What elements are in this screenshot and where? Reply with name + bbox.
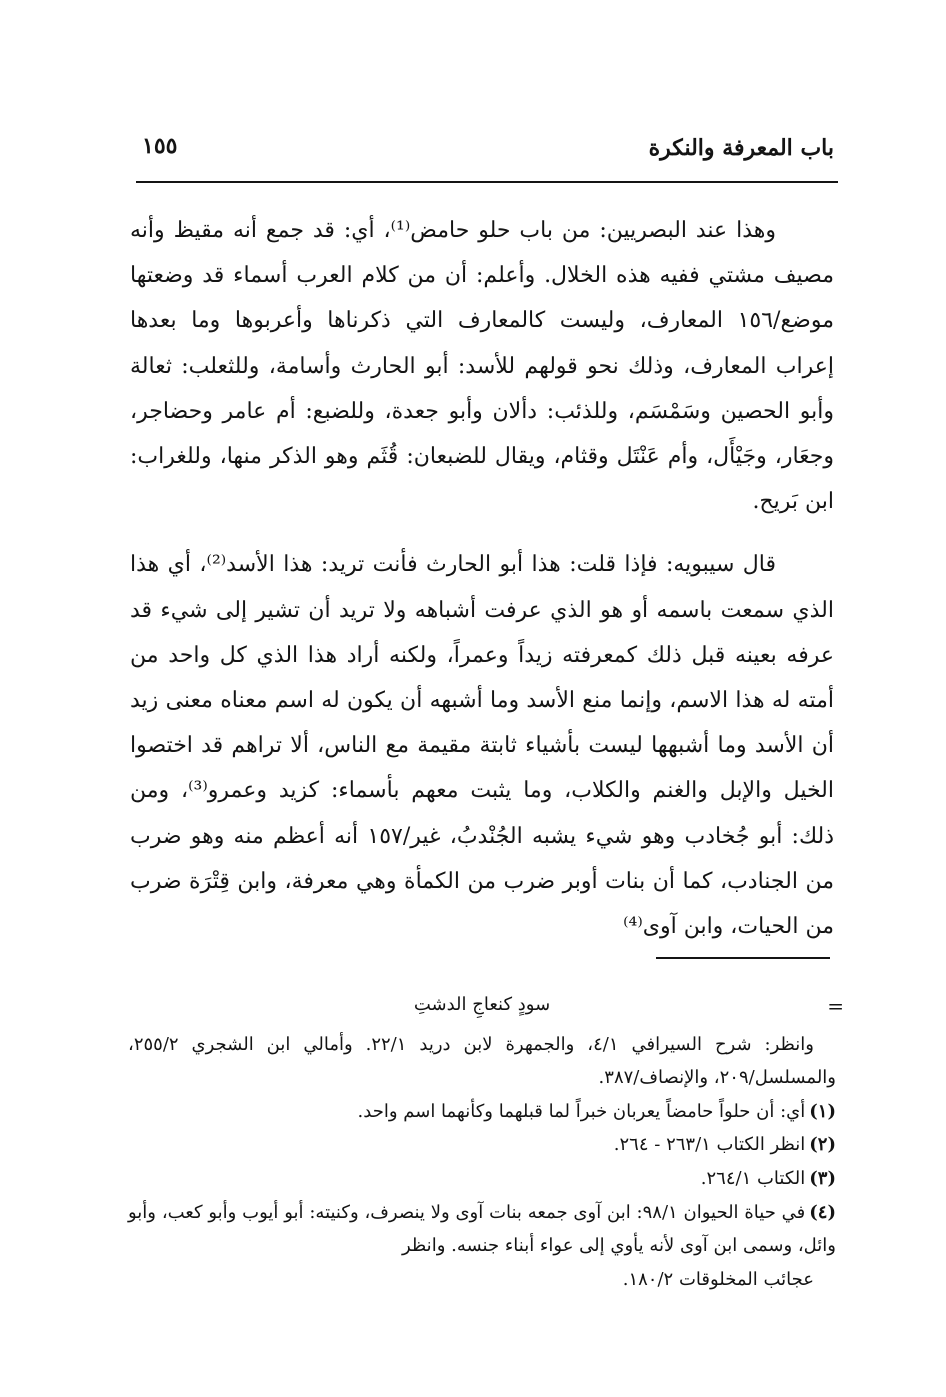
footnote-1 bbox=[128, 1095, 836, 1129]
footnote-rule bbox=[656, 957, 830, 959]
chapter-title: باب المعرفة والنكرة bbox=[648, 135, 834, 161]
main-text bbox=[130, 208, 834, 949]
verse-line bbox=[128, 988, 844, 1022]
paragraph-2: قال سيبويه: فإذا قلت: هذا أبو الحارث فأنت تريد: هذا الأسد⁽²⁾، أي هذا الذي سمعت باسمه أو هو الذي عرفت أشباهه ولا تريد أن تشير إلى شيء قد عرفه بعينه قبل ذلك كمعرفته زيداً وعمراً، ولكنه أراد هذا الذي كل واحد من أمته له هذا الاسم، وإنما منع الأسد وما أشبهه أن يكون له اسم معناه معنى زيد أن الأسد وما أشبهها ليست بأشياء ثابتة مقيمة مع الناس، ألا تراهم قد اختصوا الخيل والإبل والغنم والكلاب، وما يثبت معهم بأسماء: كزيد وعمرو⁽³⁾، ومن ذلك: أبو جُخادب وهو شيء يشبه الجُنْدبُ، غير/١٥٧ أنه أعظم منه وهو ضرب من الجنادب، كما أن بنات أوبر ضرب من الكمأة وهي معرفة، وابن قِتْرَة ضرب من الحيات، وابن آوى⁽⁴⁾ bbox=[130, 552, 834, 940]
footnote-3 bbox=[128, 1162, 836, 1196]
continuation-mark: = bbox=[827, 994, 844, 1018]
footnote-number: (٣) bbox=[809, 1167, 836, 1189]
footnote-4-last-line: عجائب المخلوقات ١٨٠/٢. bbox=[622, 1268, 814, 1290]
footnote-text: أي: أن حلواً حامضاً يعربان خبراً لما قبلهما وكأنهما اسم واحد. bbox=[357, 1100, 806, 1122]
verse-text: سودٍ كنعاجِ الدشتِ bbox=[413, 994, 551, 1015]
footnote-number: (٤) bbox=[809, 1201, 836, 1223]
footnote-text: في حياة الحيوان ٩٨/١: ابن آوى جمعه بنات آوى ولا ينصرف، وكنيته: أبو أيوب وأبو كعب، وأبو وائل، وسمى ابن آوى لأنه يأوي إلى عواء أبناء جنسه. وانظر bbox=[128, 1201, 836, 1257]
footnote-text: انظر الكتاب ٢٦٣/١ - ٢٦٤. bbox=[613, 1134, 806, 1156]
footnote-number: (١) bbox=[809, 1100, 836, 1122]
footnote-2 bbox=[128, 1128, 836, 1162]
page-number: ١٥٥ bbox=[142, 133, 178, 159]
footnote-number: (٢) bbox=[809, 1134, 836, 1156]
footnotes bbox=[128, 988, 844, 1296]
footnote-continuation: وانظر: شرح السيرافي ٤/١، والجمهرة لابن دريد ٢٢/١. وأمالي ابن الشجري ٢٥٥/٢، والمسلسل/٢٠٩، والإنصاف/٣٨٧. bbox=[128, 1033, 836, 1089]
footnote-4 bbox=[128, 1196, 836, 1263]
footnote-text: الكتاب ٢٦٤/١. bbox=[700, 1167, 806, 1189]
paragraph-1: وهذا عند البصريين: من باب حلو حامض⁽¹⁾، أي: قد جمع أنه مقيظ وأنه مصيف مشتي ففيه هذه الخلال. وأعلم: أن من كلام العرب أسماء قد وضعتها موضع/١٥٦ المعارف، وليست كالمعارف التي ذكرناها وأعربوها وما بعدها إعراب المعارف، وذلك نحو قولهم للأسد: أبو الحارث وأسامة، وللثعلب: ثعالة وأبو الحصين وسَمْسَم، وللذئب: دألان وأبو جعدة، وللضبع: أم عامر وحضاجر، وجعَار، وجَيْأَل، وأم عَنْتَل وقثام، ويقال للضبعان: قُثَم وهو الذكر منها، وللغراب: ابن بَريح. bbox=[130, 218, 834, 515]
header-rule bbox=[136, 181, 838, 183]
